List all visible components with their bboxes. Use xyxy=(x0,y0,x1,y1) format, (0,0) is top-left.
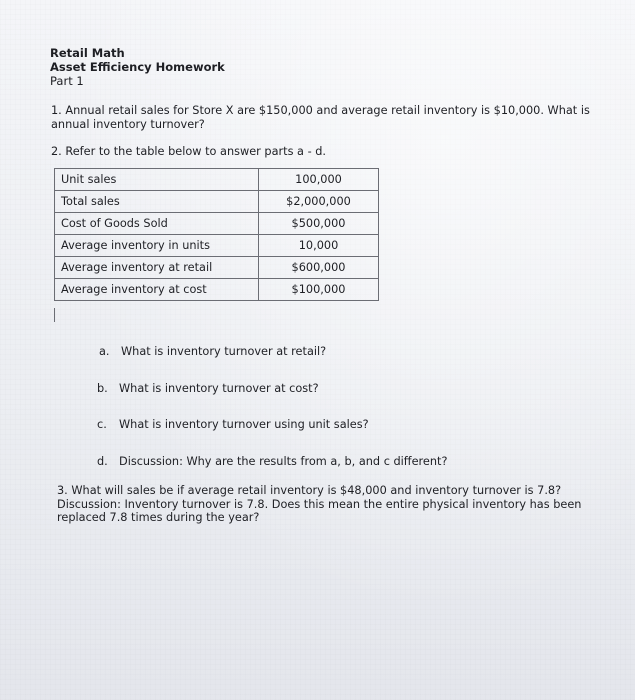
row-label: Average inventory at retail xyxy=(55,257,259,279)
row-label: Average inventory in units xyxy=(55,235,259,257)
row-label: Average inventory at cost xyxy=(55,279,259,301)
subquestion-letter: b. xyxy=(97,382,108,395)
document-title: Retail Math xyxy=(50,46,125,60)
document-subtitle: Asset Efficiency Homework xyxy=(50,60,225,74)
row-value: 10,000 xyxy=(259,235,379,257)
subquestion-text: Discussion: Why are the results from a, b, and c different? xyxy=(119,455,448,468)
table-row xyxy=(55,279,379,301)
question-3-discussion: Discussion: Inventory turnover is 7.8. Does this mean the entire physical inventory has been replaced 7.8 times during the year? xyxy=(57,497,582,524)
row-label: Total sales xyxy=(55,191,259,213)
row-value: $100,000 xyxy=(259,279,379,301)
subquestion-letter: d. xyxy=(97,455,108,468)
inventory-data-table xyxy=(54,168,379,301)
table-border-tail xyxy=(54,308,55,322)
table-row xyxy=(55,235,379,257)
row-label: Cost of Goods Sold xyxy=(55,213,259,235)
row-value: $600,000 xyxy=(259,257,379,279)
subquestion-c xyxy=(97,418,369,431)
subquestion-text: What is inventory turnover at cost? xyxy=(119,382,319,395)
row-value: $2,000,000 xyxy=(259,191,379,213)
table-row xyxy=(55,257,379,279)
subquestion-letter: a. xyxy=(99,345,110,358)
row-value: $500,000 xyxy=(259,213,379,235)
table-row xyxy=(55,191,379,213)
row-label: Unit sales xyxy=(55,169,259,191)
subquestion-text: What is inventory turnover at retail? xyxy=(121,345,327,358)
row-value: 100,000 xyxy=(259,169,379,191)
subquestion-d xyxy=(97,455,447,468)
document-part: Part 1 xyxy=(50,74,84,88)
subquestion-text: What is inventory turnover using unit sales? xyxy=(119,418,369,431)
table-row xyxy=(55,213,379,235)
subquestion-letter: c. xyxy=(97,418,107,431)
table-row xyxy=(55,169,379,191)
document-header xyxy=(50,46,225,88)
subquestion-a xyxy=(99,345,326,358)
question-2: 2. Refer to the table below to answer parts a - d. xyxy=(51,145,327,158)
question-3 xyxy=(57,484,602,525)
question-3-line1: 3. What will sales be if average retail inventory is $48,000 and inventory turnover is 7.8? xyxy=(57,484,562,497)
subquestion-b xyxy=(97,382,319,395)
question-1: 1. Annual retail sales for Store X are $150,000 and average retail inventory is $10,000. What is annual inventory turnover? xyxy=(51,104,590,131)
